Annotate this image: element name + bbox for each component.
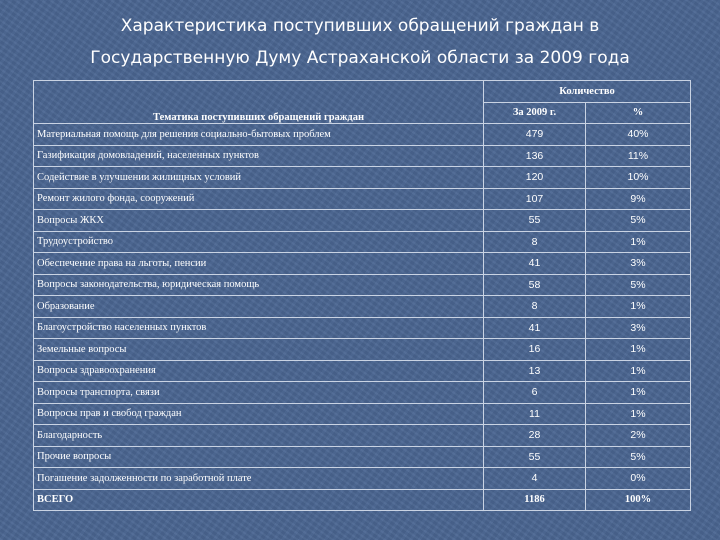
- table-row: [34, 382, 691, 404]
- row-count: 6: [484, 382, 586, 404]
- row-percent: 5%: [586, 210, 691, 232]
- row-topic: Газификация домовладений, населенных пунктов: [34, 145, 484, 167]
- row-percent: 10%: [586, 167, 691, 189]
- table-row: [34, 360, 691, 382]
- table-row: [34, 274, 691, 296]
- row-percent: 1%: [586, 339, 691, 361]
- table-row: [34, 124, 691, 146]
- row-count: 55: [484, 446, 586, 468]
- row-count: 4: [484, 468, 586, 490]
- row-count: 41: [484, 253, 586, 275]
- row-topic: Благодарность: [34, 425, 484, 447]
- header-topic: Тематика поступивших обращений граждан: [34, 81, 484, 124]
- row-count: 11: [484, 403, 586, 425]
- row-count: 13: [484, 360, 586, 382]
- row-topic: Ремонт жилого фонда, сооружений: [34, 188, 484, 210]
- row-count: 479: [484, 124, 586, 146]
- row-count: 16: [484, 339, 586, 361]
- header-row-1: [34, 81, 691, 103]
- row-topic: Земельные вопросы: [34, 339, 484, 361]
- row-count: 41: [484, 317, 586, 339]
- row-count: 8: [484, 231, 586, 253]
- row-count: 8: [484, 296, 586, 318]
- table-row: [34, 468, 691, 490]
- title-line-2: Государственную Думу Астраханской области за 2009 года: [90, 48, 630, 68]
- table-row: [34, 446, 691, 468]
- table-row: [34, 296, 691, 318]
- row-topic: Материальная помощь для решения социально-бытовых проблем: [34, 124, 484, 146]
- row-topic: Содействие в улучшении жилищных условий: [34, 167, 484, 189]
- total-label: ВСЕГО: [34, 489, 484, 511]
- row-percent: 1%: [586, 231, 691, 253]
- row-percent: 9%: [586, 188, 691, 210]
- row-percent: 1%: [586, 382, 691, 404]
- row-percent: 5%: [586, 274, 691, 296]
- total-count: 1186: [484, 489, 586, 511]
- row-count: 28: [484, 425, 586, 447]
- table-row: [34, 403, 691, 425]
- row-count: 107: [484, 188, 586, 210]
- row-topic: Прочие вопросы: [34, 446, 484, 468]
- table-row: [34, 231, 691, 253]
- row-percent: 1%: [586, 403, 691, 425]
- row-topic: Благоустройство населенных пунктов: [34, 317, 484, 339]
- row-topic: Обеспечение права на льготы, пенсии: [34, 253, 484, 275]
- row-topic: Погашение задолженности по заработной плате: [34, 468, 484, 490]
- row-topic: Вопросы ЖКХ: [34, 210, 484, 232]
- row-count: 55: [484, 210, 586, 232]
- table-row: [34, 167, 691, 189]
- appeals-table: [33, 80, 691, 511]
- row-count: 58: [484, 274, 586, 296]
- row-topic: Вопросы законодательства, юридическая помощь: [34, 274, 484, 296]
- row-percent: 1%: [586, 296, 691, 318]
- row-count: 136: [484, 145, 586, 167]
- row-topic: Вопросы здравоохранения: [34, 360, 484, 382]
- row-topic: Трудоустройство: [34, 231, 484, 253]
- row-topic: Вопросы прав и свобод граждан: [34, 403, 484, 425]
- table-row: [34, 145, 691, 167]
- row-percent: 40%: [586, 124, 691, 146]
- total-row: [34, 489, 691, 511]
- table-body: [34, 124, 691, 490]
- title-line-1: Характеристика поступивших обращений граждан в: [120, 16, 600, 36]
- table-row: [34, 253, 691, 275]
- row-percent: 3%: [586, 317, 691, 339]
- row-percent: 0%: [586, 468, 691, 490]
- table-row: [34, 210, 691, 232]
- row-topic: Вопросы транспорта, связи: [34, 382, 484, 404]
- header-percent: %: [586, 102, 691, 124]
- row-count: 120: [484, 167, 586, 189]
- table-row: [34, 425, 691, 447]
- page-title: [0, 10, 720, 74]
- row-topic: Образование: [34, 296, 484, 318]
- table-row: [34, 188, 691, 210]
- total-percent: 100%: [586, 489, 691, 511]
- table-row: [34, 317, 691, 339]
- table-row: [34, 339, 691, 361]
- row-percent: 2%: [586, 425, 691, 447]
- row-percent: 1%: [586, 360, 691, 382]
- header-year: За 2009 г.: [484, 102, 586, 124]
- row-percent: 3%: [586, 253, 691, 275]
- header-quantity: Количество: [484, 81, 691, 103]
- row-percent: 11%: [586, 145, 691, 167]
- row-percent: 5%: [586, 446, 691, 468]
